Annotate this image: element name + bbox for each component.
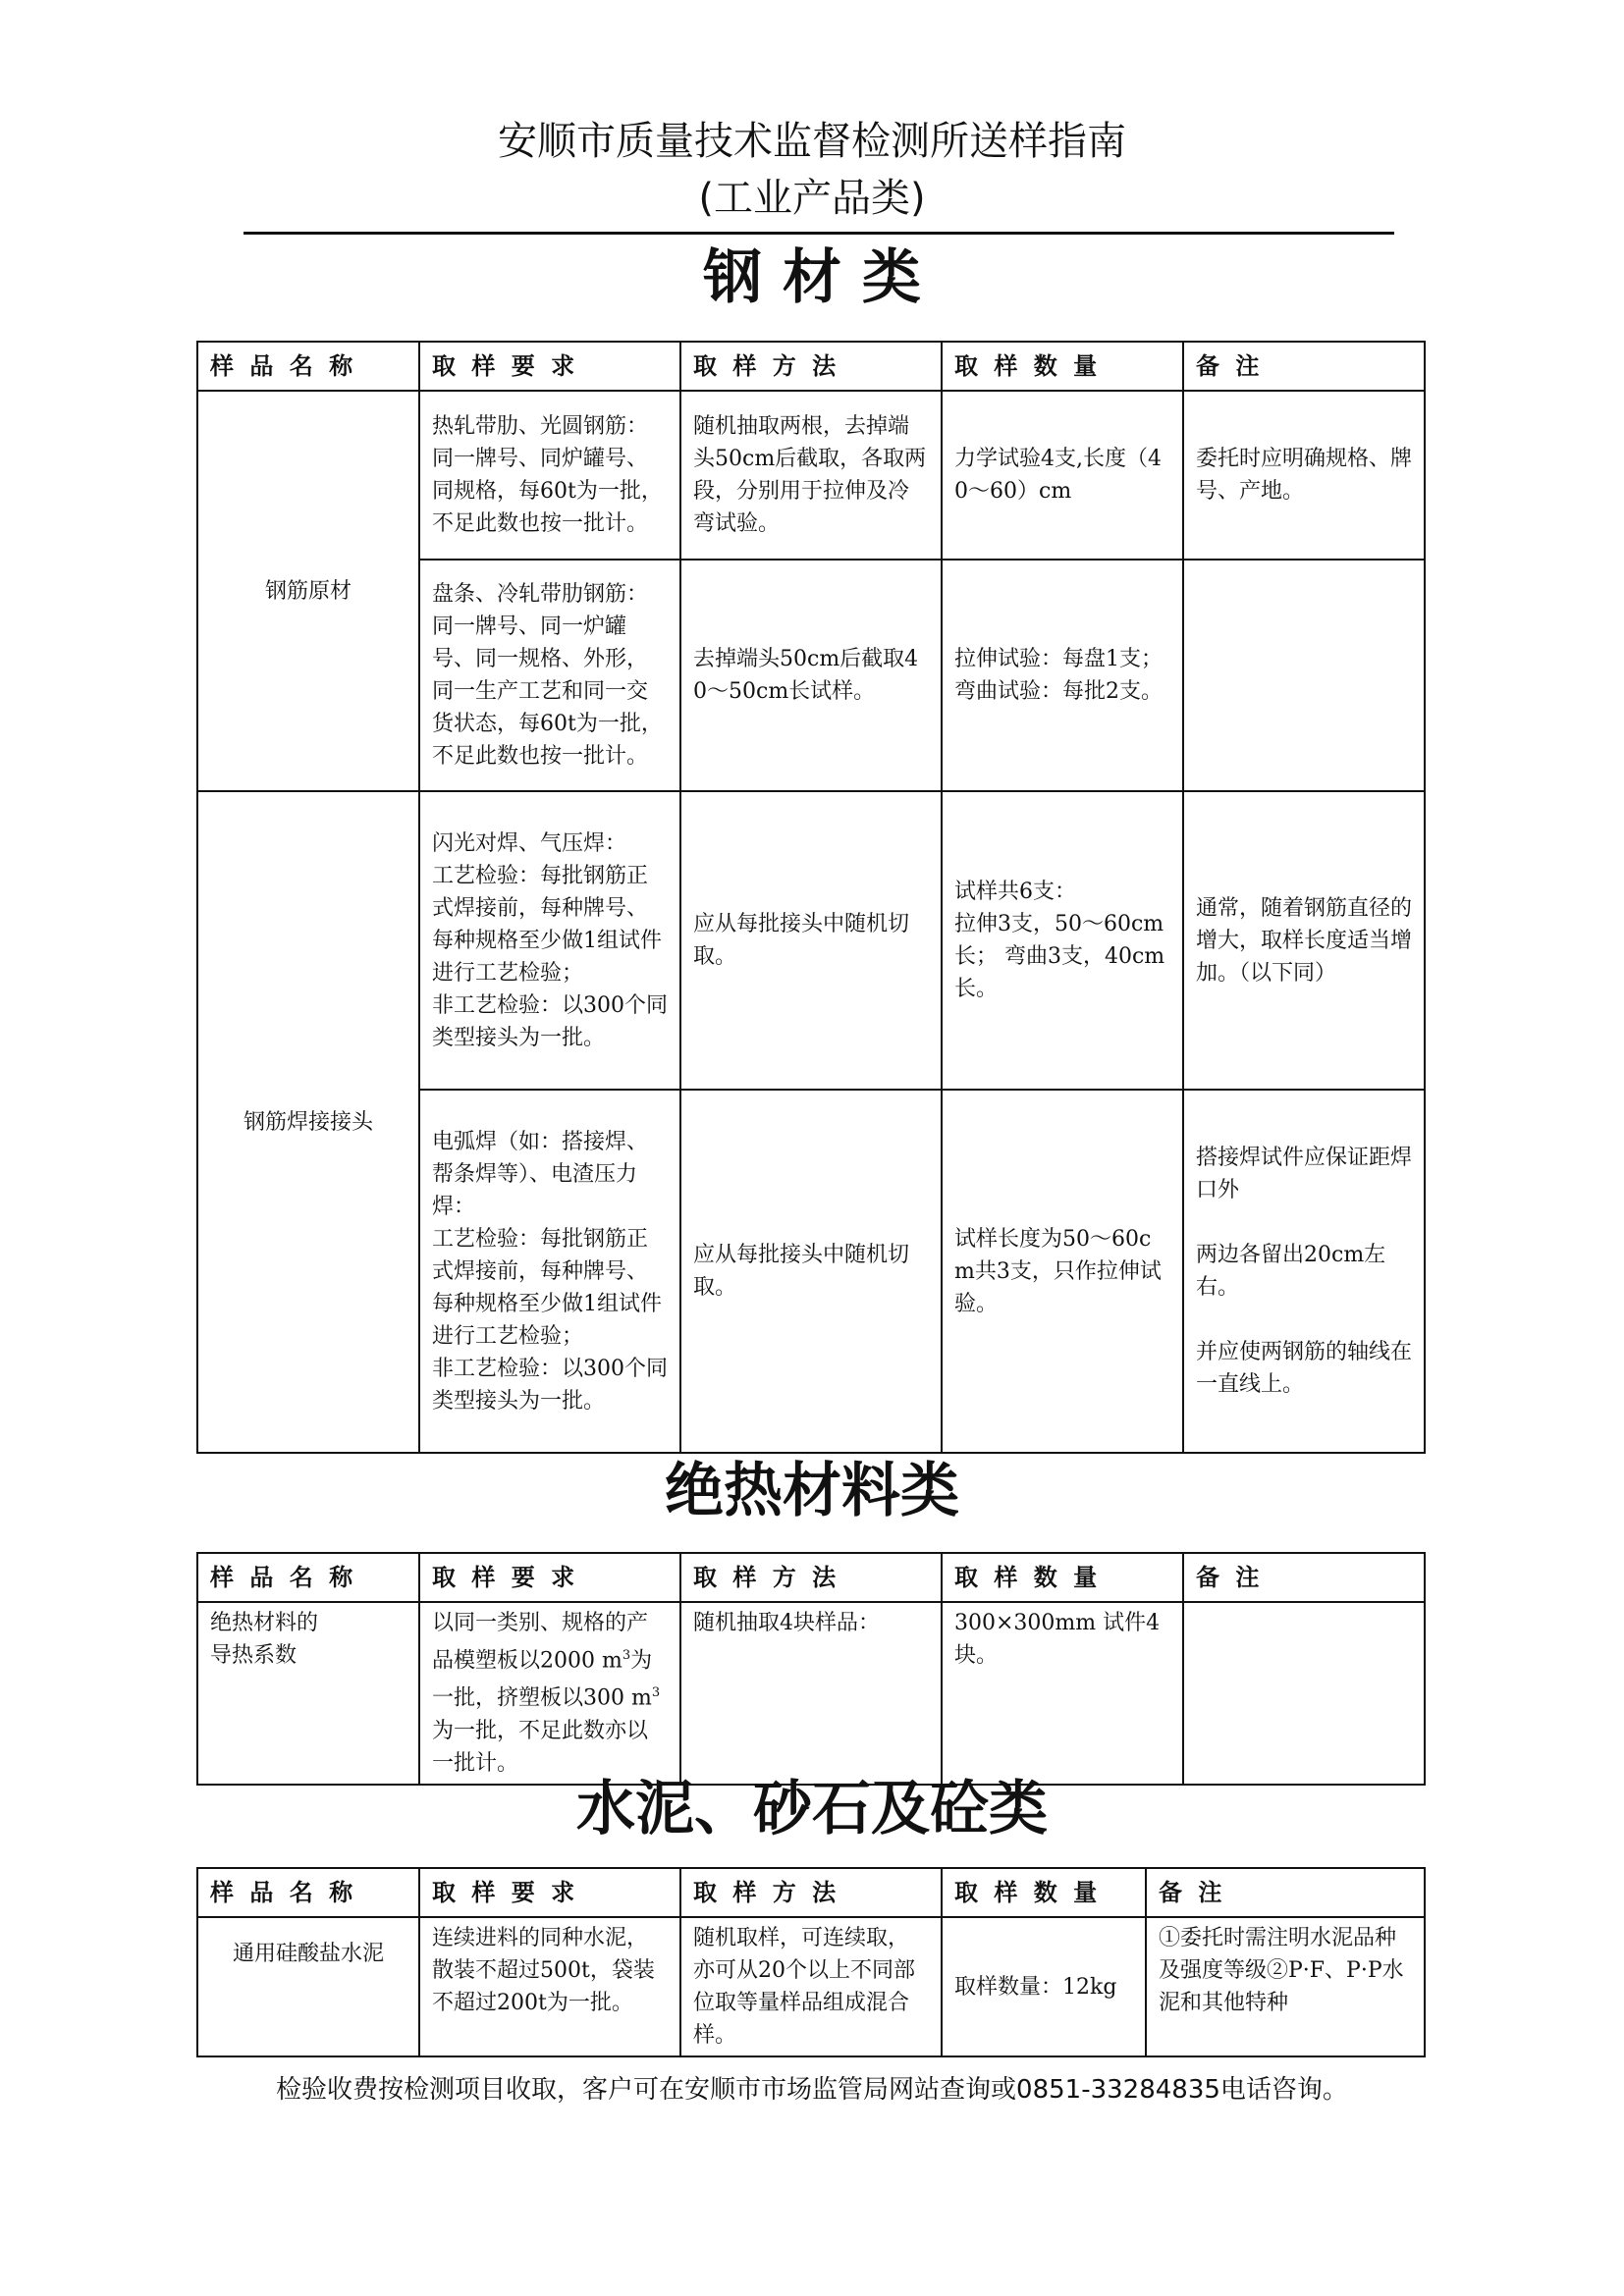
col-header-note: 备 注 bbox=[1183, 342, 1425, 391]
requirement-cell: 连续进料的同种水泥，散装不超过500t，袋装不超过200t为一批。 bbox=[419, 1917, 680, 2056]
method-cell: 去掉端头50cm后截取40～50cm长试样。 bbox=[680, 560, 942, 791]
cement-table bbox=[196, 1867, 1426, 2057]
col-header-sample-name: 样 品 名 称 bbox=[197, 1553, 419, 1602]
col-header-method: 取 样 方 法 bbox=[680, 1868, 942, 1917]
requirement-cell: 盘条、冷轧带肋钢筋：同一牌号、同一炉罐号、同一规格、外形，同一生产工艺和同一交货状态，每60t为一批，不足此数也按一批计。 bbox=[419, 560, 680, 791]
method-cell: 随机抽取4块样品： bbox=[680, 1602, 942, 1785]
note-cell bbox=[1183, 1602, 1425, 1785]
table-row bbox=[197, 391, 1425, 560]
sample-name-cell: 通用硅酸盐水泥 bbox=[197, 1917, 419, 2056]
sample-name-cell: 绝热材料的 导热系数 bbox=[197, 1602, 419, 1785]
sample-name-cell: 钢筋原材 bbox=[197, 391, 419, 791]
note-cell: 委托时应明确规格、牌号、产地。 bbox=[1183, 391, 1425, 560]
quantity-cell: 试样共6支： 拉伸3支，50～60cm长； 弯曲3支，40cm长。 bbox=[942, 791, 1183, 1090]
table-row bbox=[197, 791, 1425, 1090]
section-title-cement: 水泥、砂石及砼类 bbox=[576, 1775, 1048, 1843]
col-header-note: 备 注 bbox=[1146, 1868, 1425, 1917]
col-header-sample-name: 样 品 名 称 bbox=[197, 1868, 419, 1917]
col-header-quantity: 取 样 数 量 bbox=[942, 342, 1183, 391]
method-cell: 随机抽取两根，去掉端头50cm后截取，各取两段，分别用于拉伸及冷弯试验。 bbox=[680, 391, 942, 560]
col-header-requirement: 取 样 要 求 bbox=[419, 1868, 680, 1917]
steel-table bbox=[196, 341, 1426, 1454]
title-divider bbox=[244, 232, 1394, 235]
note-cell: 通常，随着钢筋直径的增大，取样长度适当增加。（以下同） bbox=[1183, 791, 1425, 1090]
quantity-cell: 300×300mm 试件4块。 bbox=[942, 1602, 1183, 1785]
col-header-note: 备 注 bbox=[1183, 1553, 1425, 1602]
footer-note: 检验收费按检测项目收取，客户可在安顺市市场监管局网站查询或0851-33284835电话咨询。 bbox=[276, 2075, 1348, 2105]
note-cell: ①委托时需注明水泥品种及强度等级②P·F、P·P水泥和其他特种 bbox=[1146, 1917, 1425, 2056]
document-title: 安顺市质量技术监督检测所送样指南 bbox=[498, 119, 1126, 164]
table-header-row bbox=[197, 1868, 1425, 1917]
col-header-requirement: 取 样 要 求 bbox=[419, 342, 680, 391]
quantity-cell: 拉伸试验：每盘1支； 弯曲试验：每批2支。 bbox=[942, 560, 1183, 791]
requirement-cell: 以同一类别、规格的产品模塑板以2000 $m^3$为一批，挤塑板以300 $m^3$为一批，不足此数亦以一批计。 bbox=[419, 1602, 680, 1785]
section-title-insulation: 绝热材料类 bbox=[665, 1457, 959, 1525]
col-header-sample-name: 样 品 名 称 bbox=[197, 342, 419, 391]
method-cell: 应从每批接头中随机切取。 bbox=[680, 791, 942, 1090]
note-cell: 搭接焊试件应保证距焊口外 两边各留出20cm左右。 并应使两钢筋的轴线在一直线上。 bbox=[1183, 1090, 1425, 1453]
requirement-cell: 电弧焊（如：搭接焊、帮条焊等）、电渣压力焊： 工艺检验：每批钢筋正式焊接前，每种牌号、每种规格至少做1组试件进行工艺检验； 非工艺检验：以300个同类型接头为一批。 bbox=[419, 1090, 680, 1453]
quantity-cell: 试样长度为50～60cm共3支，只作拉伸试验。 bbox=[942, 1090, 1183, 1453]
method-cell: 随机取样，可连续取，亦可从20个以上不同部位取等量样品组成混合样。 bbox=[680, 1917, 942, 2056]
table-header-row bbox=[197, 342, 1425, 391]
table-row bbox=[197, 1602, 1425, 1785]
col-header-method: 取 样 方 法 bbox=[680, 342, 942, 391]
superscript-3: 3 bbox=[651, 1685, 661, 1701]
table-row bbox=[197, 1917, 1425, 2056]
section-title-steel: 钢 材 类 bbox=[703, 243, 921, 312]
table-header-row bbox=[197, 1553, 1425, 1602]
col-header-requirement: 取 样 要 求 bbox=[419, 1553, 680, 1602]
superscript-3: 3 bbox=[622, 1648, 631, 1663]
insulation-table bbox=[196, 1552, 1426, 1786]
quantity-cell: 力学试验4支,长度（40～60）cm bbox=[942, 391, 1183, 560]
requirement-cell: 热轧带肋、光圆钢筋：同一牌号、同炉罐号、同规格，每60t为一批，不足此数也按一批计。 bbox=[419, 391, 680, 560]
col-header-method: 取 样 方 法 bbox=[680, 1553, 942, 1602]
col-header-quantity: 取 样 数 量 bbox=[942, 1553, 1183, 1602]
note-cell bbox=[1183, 560, 1425, 791]
sample-name-cell: 钢筋焊接接头 bbox=[197, 791, 419, 1453]
method-cell: 应从每批接头中随机切取。 bbox=[680, 1090, 942, 1453]
requirement-cell: 闪光对焊、气压焊： 工艺检验：每批钢筋正式焊接前，每种牌号、每种规格至少做1组试件进行工艺检验； 非工艺检验：以300个同类型接头为一批。 bbox=[419, 791, 680, 1090]
document-subtitle: (工业产品类) bbox=[698, 176, 926, 221]
col-header-quantity: 取 样 数 量 bbox=[942, 1868, 1146, 1917]
quantity-cell: 取样数量：12kg bbox=[942, 1917, 1146, 2056]
